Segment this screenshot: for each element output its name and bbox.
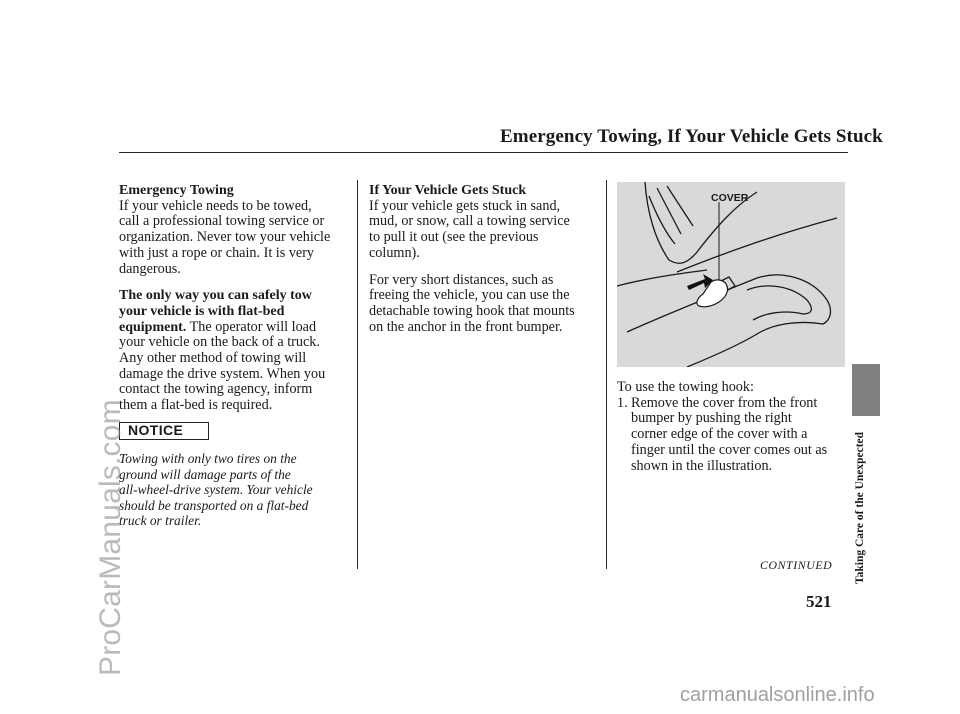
stuck-para2-line-1: For very short distances, such as xyxy=(369,271,554,288)
flatbed-body-line-3: damage the drive system. When you xyxy=(119,365,326,382)
flatbed-bold-end: equipment. xyxy=(119,319,187,335)
stuck-para1-line-4: column). xyxy=(369,244,420,261)
cover-label: COVER xyxy=(711,192,749,204)
step-line-2: bumper by pushing the right xyxy=(631,410,792,427)
section-side-label-text: Taking Care of the Unexpected xyxy=(854,431,866,584)
notice-text xyxy=(119,451,313,529)
step-text xyxy=(617,396,827,475)
step-line-5: shown in the illustration. xyxy=(631,457,773,474)
towing-intro-line-3: organization. Never tow your vehicle xyxy=(119,229,331,246)
towing-intro-line-5: dangerous. xyxy=(119,260,181,277)
stuck-para1-line-3: to pull it out (see the previous xyxy=(369,229,539,246)
flatbed-bold-line-3 xyxy=(119,320,330,336)
column-divider-left xyxy=(357,180,358,569)
stuck-heading: If Your Vehicle Gets Stuck xyxy=(369,183,527,198)
flatbed-body-line-2: Any other method of towing will xyxy=(119,350,307,367)
middle-column xyxy=(369,183,575,335)
title-rule xyxy=(119,152,848,153)
bumper-cover-drawing xyxy=(617,182,845,367)
page-title: Emergency Towing, If Your Vehicle Gets Stuck xyxy=(500,126,883,147)
section-tab xyxy=(852,364,880,416)
section-side-label xyxy=(854,431,866,584)
stuck-para1-line-1: If your vehicle gets stuck in sand, xyxy=(369,197,561,214)
continued-label: CONTINUED xyxy=(760,558,833,572)
notice-line-3: all-wheel-drive system. Your vehicle xyxy=(119,482,313,497)
stuck-para2-line-2: freeing the vehicle, you can use the xyxy=(369,287,570,304)
footer-watermark: carmanualsonline.info xyxy=(680,684,875,706)
towing-hook-illustration xyxy=(617,182,845,367)
fender-line xyxy=(677,218,837,272)
flatbed-body-start: The operator will load xyxy=(189,318,317,335)
page-number: 521 xyxy=(806,592,832,611)
notice-line-4: should be transported on a flat-bed xyxy=(119,497,309,513)
stuck-para2-line-4: on the anchor in the front bumper. xyxy=(369,318,563,335)
bumper-lower xyxy=(627,275,830,367)
stuck-para2-line-3: detachable towing hook that mounts xyxy=(369,302,575,319)
step-number: 1. xyxy=(617,394,628,411)
fog-recess xyxy=(747,286,811,320)
flatbed-bold-line-2: your vehicle is with flat-bed xyxy=(119,303,285,319)
flatbed-bold-line-1: The only way you can safely tow xyxy=(119,288,312,304)
notice-line-5: truck or trailer. xyxy=(119,513,202,528)
towing-hook-lead: To use the towing hook: xyxy=(617,379,754,395)
towing-intro-line-2: call a professional towing service or xyxy=(119,213,325,230)
flatbed-body-line-4: contact the towing agency, inform xyxy=(119,381,313,398)
notice-line-1: Towing with only two tires on the xyxy=(119,451,297,466)
stuck-para1-line-2: mud, or snow, call a towing service xyxy=(369,213,570,230)
notice-line-2: ground will damage parts of the xyxy=(119,466,291,482)
step-line-3: corner edge of the cover with a xyxy=(631,426,808,443)
flatbed-body-line-1: your vehicle on the back of a truck. xyxy=(119,334,320,351)
side-watermark: ProCarManuals.com xyxy=(94,399,127,676)
towing-intro-line-4: with just a rope or chain. It is very xyxy=(119,244,315,261)
step-line-4: finger until the cover comes out as xyxy=(631,441,828,458)
towing-intro-line-1: If your vehicle needs to be towed, xyxy=(119,197,312,214)
emergency-towing-heading: Emergency Towing xyxy=(119,183,234,198)
flatbed-body-line-5: them a flat-bed is required. xyxy=(119,397,273,414)
notice-label: NOTICE xyxy=(119,422,209,440)
right-column-text xyxy=(617,380,827,474)
left-column xyxy=(119,183,330,414)
column-divider-right xyxy=(606,180,607,569)
step-line-1: Remove the cover from the front xyxy=(631,394,818,411)
